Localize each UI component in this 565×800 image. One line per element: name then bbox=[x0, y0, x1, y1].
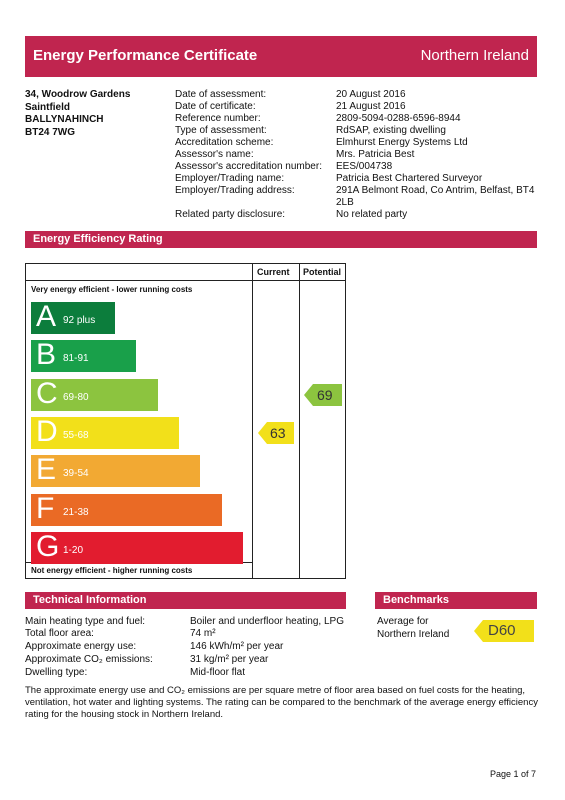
potential-column-header: Potential bbox=[303, 267, 342, 277]
detail-label: Date of assessment: bbox=[175, 89, 267, 100]
detail-label: Related party disclosure: bbox=[175, 209, 286, 220]
detail-label: Accreditation scheme: bbox=[175, 137, 274, 148]
technical-section-title: Technical Information bbox=[33, 594, 147, 606]
detail-value: No related party bbox=[336, 209, 408, 220]
band-range: 81-91 bbox=[63, 353, 89, 365]
detail-label: Assessor's accreditation number: bbox=[175, 161, 322, 172]
rating-section-title: Energy Efficiency Rating bbox=[33, 233, 163, 245]
band-a bbox=[31, 302, 115, 334]
tech-value: 31 kg/m² per year bbox=[190, 654, 269, 665]
certificate-title: Energy Performance Certificate bbox=[33, 47, 258, 64]
tech-label: Total floor area: bbox=[25, 628, 94, 639]
band-letter: E bbox=[36, 453, 57, 487]
tech-label: Approximate CO₂ emissions: bbox=[25, 654, 153, 665]
detail-value: 291A Belmont Road, Co Antrim, Belfast, BT4 2LB bbox=[336, 185, 535, 208]
detail-value: 21 August 2016 bbox=[336, 101, 406, 112]
region-label: Northern Ireland bbox=[420, 47, 529, 64]
benchmark-value: D60 bbox=[488, 622, 516, 639]
energy-rating-chart bbox=[25, 263, 346, 579]
column-divider bbox=[299, 264, 300, 578]
detail-label: Type of assessment: bbox=[175, 125, 267, 136]
band-range: 92 plus bbox=[63, 315, 96, 326]
band-letter: F bbox=[36, 491, 55, 525]
benchmarks-section-title: Benchmarks bbox=[383, 594, 450, 606]
band-e bbox=[31, 455, 200, 487]
detail-label: Assessor's name: bbox=[175, 149, 254, 160]
detail-value: Elmhurst Energy Systems Ltd bbox=[336, 137, 468, 148]
detail-label: Reference number: bbox=[175, 113, 261, 124]
benchmarks-section-header bbox=[375, 592, 537, 609]
band-range: 39-54 bbox=[63, 468, 89, 480]
band-f bbox=[31, 491, 222, 526]
footnote: The approximate energy use and CO₂ emissions are per square metre of floor area based on fuel costs for the heating, ventilation, hot water and lighting systems. The rating can be compared to the benchmark of the average energy efficiency rating for the housing stock in Northern Ireland. bbox=[25, 685, 538, 720]
band-range: 69-80 bbox=[63, 391, 89, 403]
bottom-efficiency-note: Not energy efficient - higher running costs bbox=[31, 566, 193, 575]
current-column-header: Current bbox=[257, 267, 290, 277]
band-range: 55-68 bbox=[63, 429, 89, 441]
band-letter: B bbox=[36, 338, 57, 372]
tech-label: Dwelling type: bbox=[25, 667, 88, 678]
band-c bbox=[31, 376, 158, 411]
address-line: BT24 7WG bbox=[25, 126, 76, 138]
detail-label: Employer/Trading name: bbox=[175, 173, 285, 184]
column-divider bbox=[252, 264, 253, 578]
address-line: 34, Woodrow Gardens bbox=[25, 89, 131, 100]
detail-value: Mrs. Patricia Best bbox=[336, 149, 415, 160]
rating-section-header bbox=[25, 231, 537, 248]
band-letter: A bbox=[36, 300, 57, 333]
top-efficiency-note: Very energy efficient - lower running costs bbox=[31, 285, 193, 294]
band-range: 21-38 bbox=[63, 506, 89, 518]
band-b bbox=[31, 340, 136, 372]
band-range: 1-20 bbox=[63, 544, 84, 556]
potential-rating-value: 69 bbox=[317, 386, 333, 403]
benchmark-label: Average for Northern Ireland bbox=[377, 616, 450, 640]
tech-label: Main heating type and fuel: bbox=[25, 616, 146, 627]
header-divider bbox=[26, 280, 345, 281]
current-rating-arrow bbox=[258, 422, 294, 444]
tech-value: 74 m² bbox=[190, 628, 216, 639]
technical-section-header bbox=[25, 592, 346, 609]
band-letter: G bbox=[36, 529, 60, 563]
potential-rating-arrow bbox=[304, 384, 342, 406]
detail-value: RdSAP, existing dwelling bbox=[336, 125, 446, 136]
current-rating-value: 63 bbox=[270, 424, 286, 441]
detail-label: Date of certificate: bbox=[175, 101, 256, 112]
address-line: Saintfield bbox=[25, 101, 71, 113]
band-letter: C bbox=[36, 376, 58, 410]
benchmark-arrow bbox=[474, 620, 534, 642]
detail-value: 2809-5094-0288-6596-8944 bbox=[336, 113, 461, 124]
tech-value: Boiler and underfloor heating, LPG bbox=[190, 616, 344, 627]
band-letter: D bbox=[36, 414, 58, 448]
band-g bbox=[31, 529, 243, 564]
detail-value: EES/004738 bbox=[336, 161, 393, 172]
detail-label: Employer/Trading address: bbox=[175, 185, 295, 196]
header-banner bbox=[25, 36, 537, 77]
tech-label: Approximate energy use: bbox=[25, 641, 137, 652]
detail-value: 20 August 2016 bbox=[336, 89, 406, 100]
tech-value: Mid-floor flat bbox=[190, 667, 246, 678]
band-d bbox=[31, 414, 179, 449]
page-number: Page 1 of 7 bbox=[490, 769, 537, 779]
detail-value: Patricia Best Chartered Surveyor bbox=[336, 173, 483, 184]
address-line: BALLYNAHINCH bbox=[25, 114, 104, 125]
property-address bbox=[25, 89, 130, 139]
tech-value: 146 kWh/m² per year bbox=[190, 641, 284, 652]
